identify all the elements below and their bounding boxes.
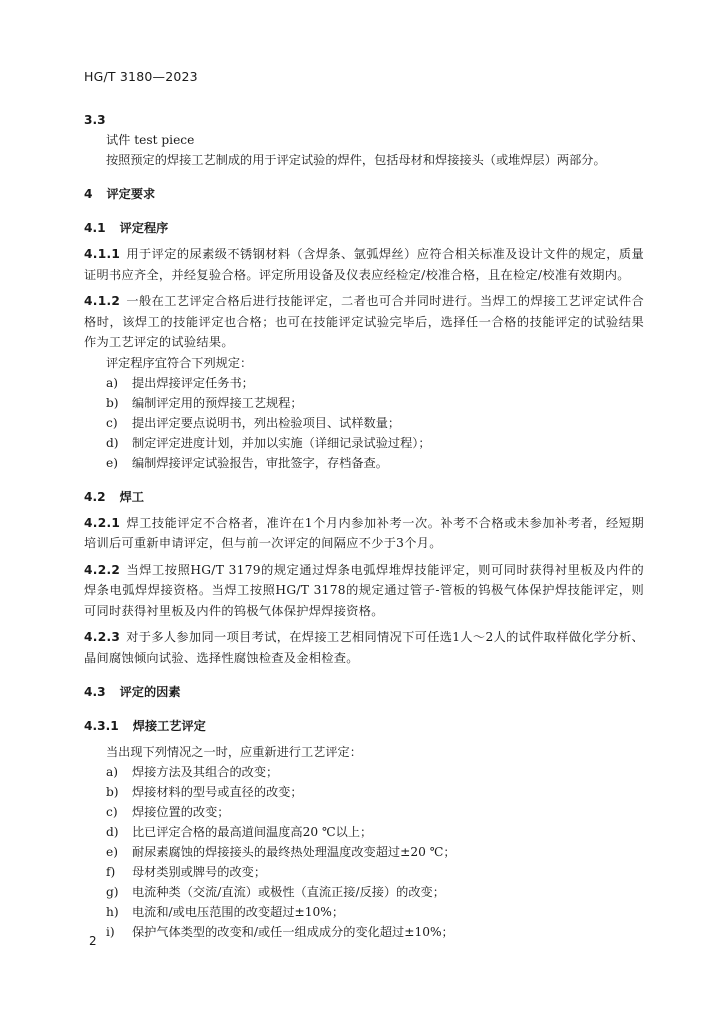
list-item-label: f) xyxy=(106,865,116,879)
term-entry: 试件 test piece xyxy=(106,133,195,147)
list-item-text: 耐尿素腐蚀的焊接接头的最终热处理温度改变超过±20 ℃； xyxy=(132,845,456,859)
section-title: 焊接工艺评定 xyxy=(132,719,206,733)
clause-text: 对于多人参加同一项目考试，在焊接工艺相同情况下可任选1人～2人的试件取样做化学分析、晶间腐蚀倾向试验、选择性腐蚀检查及金相检查。 xyxy=(84,630,644,665)
clause-number: 4.1.2 xyxy=(84,294,121,308)
clause-4-2-2 xyxy=(84,560,644,622)
list-item-text: 编制焊接评定试验报告，审批签字，存档备查。 xyxy=(132,455,388,470)
page-number: 2 xyxy=(89,934,97,948)
list-item-text: 焊接材料的型号或直径的改变； xyxy=(132,785,303,799)
section-number: 4.3.1 xyxy=(84,719,119,733)
list-item-label: e) xyxy=(106,455,118,470)
list-item-text: 电流种类（交流/直流）或极性（直流正接/反接）的改变； xyxy=(132,885,445,899)
section-title: 评定程序 xyxy=(119,221,169,235)
list-item-text: 电流和/或电压范围的改变超过±10%； xyxy=(132,905,345,919)
list-item xyxy=(84,862,644,882)
list-item-label: d) xyxy=(106,825,119,839)
list-item-label: g) xyxy=(106,885,119,899)
list-item xyxy=(84,822,644,842)
list-item-text: 保护气体类型的改变和/或任一组成成分的变化超过±10%； xyxy=(132,925,454,939)
list-item-text: 制定评定进度计划，并加以实施（详细记录试验过程）； xyxy=(132,435,431,450)
clause-4-1-1 xyxy=(84,244,644,285)
section-title: 评定的因素 xyxy=(119,685,181,699)
section-heading-4-3-1 xyxy=(84,716,644,736)
clause-number: 4.1.1 xyxy=(84,247,121,261)
list-item-label: b) xyxy=(106,395,119,410)
list-item-label: b) xyxy=(106,785,119,799)
document-code-header: HG/T 3180—2023 xyxy=(84,69,198,84)
clause-4-2-1 xyxy=(84,513,644,554)
list-item-text: 编制评定用的预焊接工艺规程； xyxy=(132,395,303,410)
clause-text: 当焊工按照HG/T 3179的规定通过焊条电弧焊堆焊技能评定，则可同时获得衬里板及内件的焊条电弧焊焊接资格。当焊工按照HG/T 3178的规定通过管子-管板的钨极气体保护焊技能评定，则可同时获得衬里板及内件的钨极气体保护焊焊接资格。 xyxy=(84,562,644,618)
clause-number: 4.2.3 xyxy=(84,630,121,644)
section-heading-4-2 xyxy=(84,487,644,507)
clause-text: 用于评定的尿素级不锈钢材料（含焊条、氩弧焊丝）应符合相关标准及设计文件的规定，质量证明书应齐全，并经复验合格。评定所用设备及仪表应经检定/校准合格，且在检定/校准有效期内。 xyxy=(84,247,644,282)
section-heading-4-1 xyxy=(84,218,644,238)
list-item-label: a) xyxy=(106,375,119,390)
list-item-text: 母材类别或牌号的改变； xyxy=(132,865,267,879)
list-item-text: 比已评定合格的最高道间温度高20 ℃以上； xyxy=(132,825,373,839)
list-intro: 评定程序宜符合下列规定： xyxy=(106,355,253,370)
list-item xyxy=(84,922,644,942)
clause-4-1-2 xyxy=(84,291,644,353)
clause-text: 一般在工艺评定合格后进行技能评定，二者也可合并同时进行。当焊工的焊接工艺评定试件合格时，该焊工的技能评定也合格；也可在技能评定试验完毕后，选择任一合格的技能评定的试验结果作为工艺评定的试验结果。 xyxy=(84,294,644,349)
clause-number: 4.2.2 xyxy=(84,562,121,577)
clause-text: 焊工技能评定不合格者，准许在1个月内参加补考一次。补考不合格或未参加补考者，经短期培训后可重新申请评定，但与前一次评定的间隔应不少于3个月。 xyxy=(84,515,644,550)
section-heading-4 xyxy=(84,184,644,204)
list-item-label: a) xyxy=(106,765,119,779)
list-item xyxy=(84,882,644,902)
list-item xyxy=(84,373,644,393)
page-content xyxy=(84,110,644,942)
section-number: 4 xyxy=(84,187,93,201)
list-item-text: 提出焊接评定任务书； xyxy=(132,375,254,390)
list-item xyxy=(84,762,644,782)
clause-4-2-3 xyxy=(84,627,644,668)
list-item-label: e) xyxy=(106,845,118,859)
term-definition: 按照预定的焊接工艺制成的用于评定试验的焊件，包括母材和焊接接头（或堆焊层）两部分。 xyxy=(106,153,606,167)
clause-number-3-3: 3.3 xyxy=(84,113,106,127)
list-item-label: h) xyxy=(106,905,119,919)
list-item xyxy=(84,782,644,802)
list-item-text: 焊接位置的改变； xyxy=(132,805,230,819)
section-number: 4.2 xyxy=(84,489,106,504)
section-number: 4.3 xyxy=(84,685,106,699)
clause-number: 4.2.1 xyxy=(84,515,121,530)
list-item xyxy=(84,433,644,453)
list-item xyxy=(84,453,644,473)
list-item xyxy=(84,393,644,413)
list-item-label: d) xyxy=(106,435,119,450)
list-item xyxy=(84,802,644,822)
section-title: 评定要求 xyxy=(106,187,156,201)
section-heading-4-3 xyxy=(84,682,644,702)
section-title: 焊工 xyxy=(119,489,144,504)
list-item xyxy=(84,413,644,433)
list-item xyxy=(84,902,644,922)
list-intro: 当出现下列情况之一时，应重新进行工艺评定： xyxy=(106,745,362,759)
list-item-label: i) xyxy=(106,925,115,939)
list-item-label: c) xyxy=(106,805,118,819)
list-item-text: 焊接方法及其组合的改变； xyxy=(132,765,279,779)
list-item-text: 提出评定要点说明书，列出检验项目、试样数量； xyxy=(132,415,401,430)
section-number: 4.1 xyxy=(84,221,106,235)
list-item xyxy=(84,842,644,862)
list-item-label: c) xyxy=(106,415,118,430)
